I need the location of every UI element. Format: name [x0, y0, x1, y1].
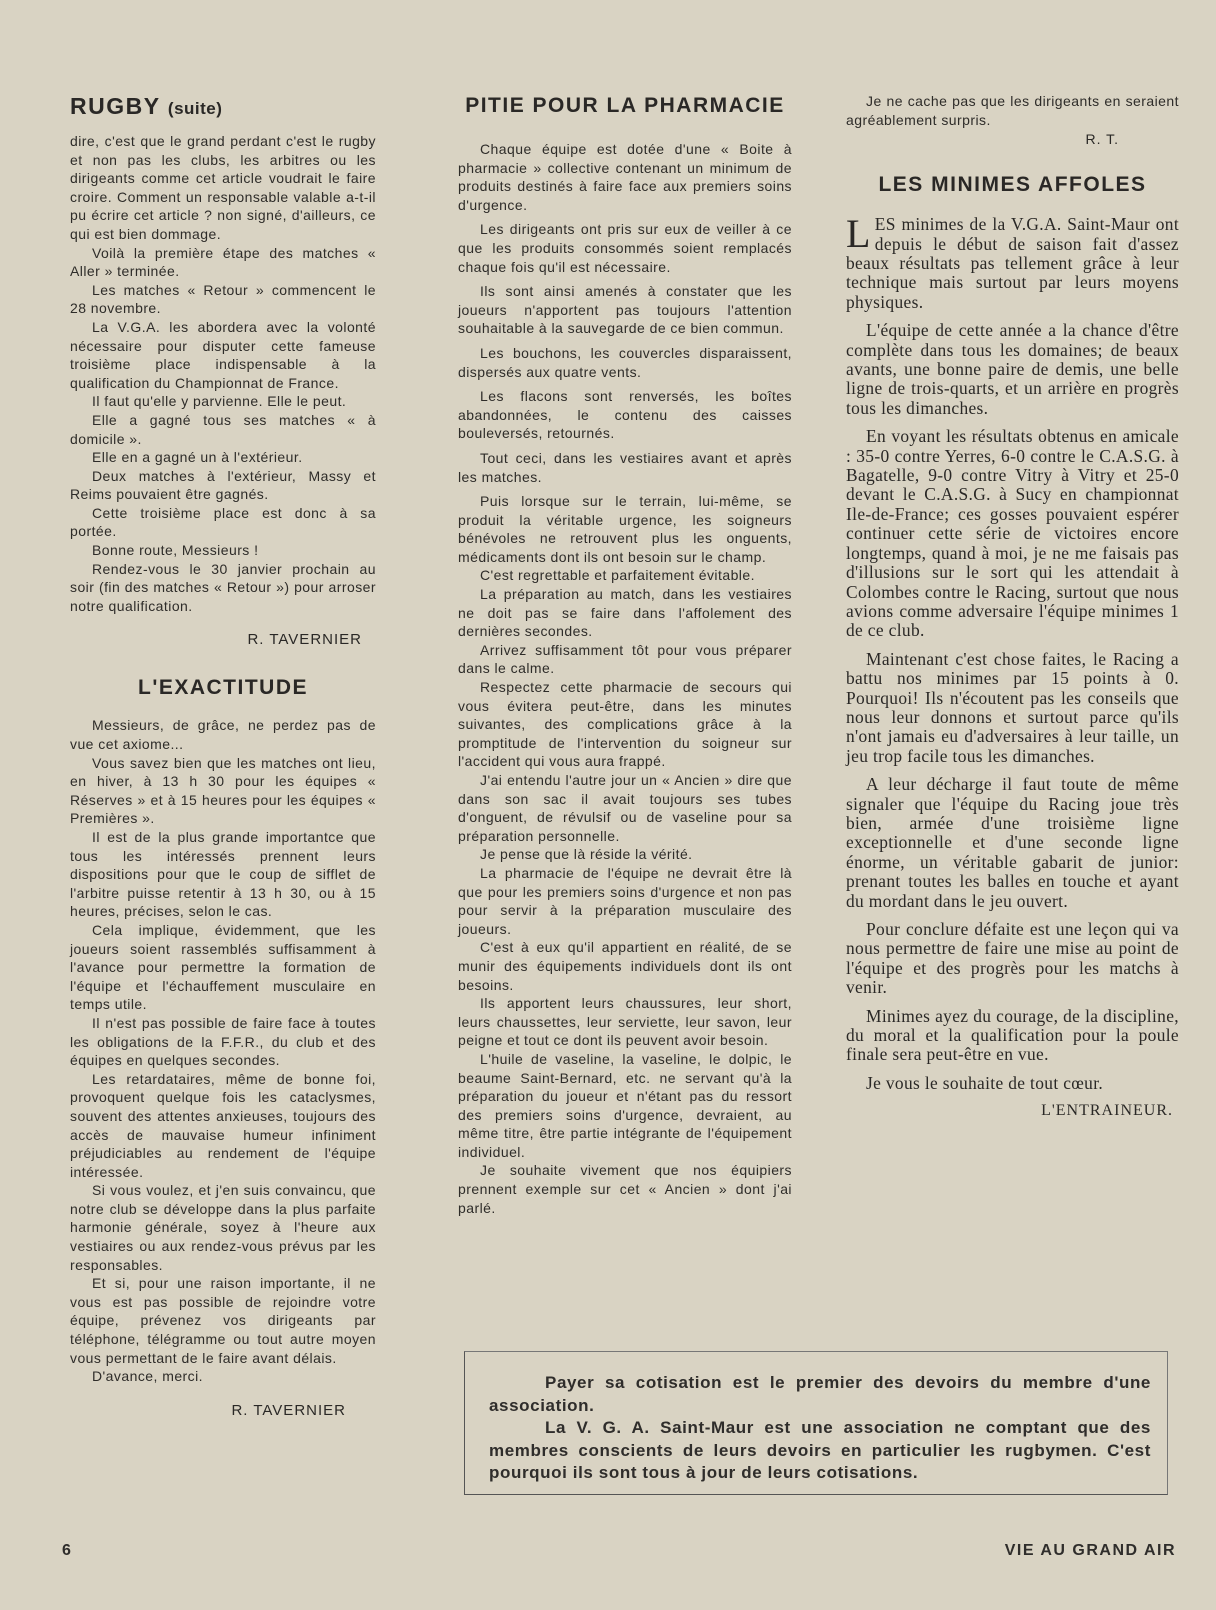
paragraph: Respectez cette pharmacie de secours qui vous évitera peut-être, dans les minutes suivantes, des complications grâce à la promptitude de l'intervention du soigneur sur l'accident qui vous aura frappé. — [458, 679, 792, 770]
paragraph: Maintenant c'est chose faites, le Racing a battu nos minimes par 15 points à 0. Pourquoi! Ils n'écoutent pas les conseils que nous leur donnons et surtout parce qu'ils n'ont jamais eu d'adversaires à leur taille, un jeu trop facile tous les dimanches. — [846, 648, 1179, 766]
minimes-body — [846, 211, 1179, 1093]
notice-line-1: Payer sa cotisation est le premier des devoirs du membre d'une association. — [489, 1373, 1151, 1415]
paragraph: Ils apportent leurs chaussures, leur short, leurs chaussettes, leur serviette, leur savon, leur peigne et tout ce dont ils peuvent avoir besoin. — [458, 995, 792, 1049]
paragraph-text: ES minimes de la V.G.A. Saint-Maur ont depuis le début de saison fait d'assez beaux résultats pas tellement grâce à leur technique mais surtout par leurs moyens physiques. — [846, 214, 1179, 312]
paragraph: Il est de la plus grande importantce que tous les intéressés prennent leurs dispositions pour que le coup de sifflet de l'arbitre puisse retentir à 13 h 30, ou à 15 heures, précises, selon le cas. — [70, 829, 376, 920]
paragraph: Il faut qu'elle y parvienne. Elle le peut. — [92, 393, 347, 410]
paragraph: Cela implique, évidemment, que les joueurs soient rassemblés suffisamment à l'avance pour permettre la formation de l'équipe et l'échauffement musculaire en temps utile. — [70, 921, 376, 1013]
pharmacie-title: PITIE POUR LA PHARMACIE — [465, 94, 785, 117]
exactitude-signature: R. TAVERNIER — [231, 1401, 346, 1419]
exactitude-title: L'EXACTITUDE — [138, 676, 308, 700]
cotisation-notice — [464, 1351, 1168, 1495]
magazine-name: VIE AU GRAND AIR — [1004, 1542, 1176, 1559]
paragraph: Bonne route, Messieurs ! — [92, 542, 259, 559]
paragraph: Si vous voulez, et j'en suis convaincu, que notre club se développe dans la plus parfaite harmonie générale, soyez à l'heure aux vestiaires ou aux rendez-vous prévus par les responsables. — [70, 1182, 376, 1273]
paragraph: Et si, pour une raison importante, il ne vous est pas possible de rejoindre votre équipe, prévenez vos dirigeants par téléphone, télégramme ou tout autre moyen vous permettant de le faire avant délais. — [70, 1275, 376, 1366]
paragraph: La préparation au match, dans les vestiaires ne doit pas se faire dans l'affolement des dernières secondes. — [458, 586, 792, 640]
paragraph: Pour conclure défaite est une leçon qui va nous permettre de faire une mise au point de l'équipe et des progrès pour les matchs à venir. — [846, 919, 1179, 998]
paragraph: Deux matches à l'extérieur, Massy et Reims pouvaient être gagnés. — [70, 467, 376, 503]
paragraph: En voyant les résultats obtenus en amicale : 35-0 contre Yerres, 6-0 contre le C.A.S.G. à Bagatelle, 9-0 contre Vitry à Vitry et 25-0 devant le C.A.S.G. à Sucy en championnat Ile-de-France; ces gosses pouvaient espérer continuer cette série de victoires encore longtemps, quand à moi, je ne me faisais pas d'illusions sur le sort qui les attendait à Colombes contre le Racing, surtout que nous avions comme adversaire l'équipe minimes 1 de ce club. — [846, 426, 1179, 641]
paragraph: Tout ceci, dans les vestiaires avant et après les matches. — [458, 449, 792, 485]
paragraph: Arrivez suffisamment tôt pour vous préparer dans le calme. — [458, 641, 792, 677]
paragraph: Messieurs, de grâce, ne perdez pas de vue cet axiome... — [70, 717, 376, 753]
paragraph: Les dirigeants ont pris sur eux de veiller à ce que les produits consommés soient remplacés chaque fois qu'il est nécessaire. — [458, 221, 792, 275]
rugby-title-text: RUGBY — [70, 93, 161, 119]
paragraph: Ils sont ainsi amenés à constater que les joueurs n'apportent pas toujours l'attention souhaitable à la sauvegarde de ce bien commun. — [458, 283, 792, 337]
paragraph: C'est regrettable et parfaitement évitable. — [480, 567, 755, 584]
paragraph: Elle a gagné tous ses matches « à domicile ». — [70, 411, 376, 447]
paragraph: Les bouchons, les couvercles disparaissent, dispersés aux quatre vents. — [458, 344, 792, 380]
paragraph: La V.G.A. les abordera avec la volonté nécessaire pour disputer cette fameuse troisième place indispensable à la qualification du Championnat de France. — [70, 318, 376, 391]
paragraph: Je vous le souhaite de tout cœur. — [866, 1072, 1104, 1093]
paragraph: Les matches « Retour » commencent le 28 novembre. — [70, 281, 376, 317]
page-number: 6 — [62, 1542, 73, 1559]
paragraph — [846, 211, 1179, 312]
paragraph: Rendez-vous le 30 janvier prochain au soir (fin des matches « Retour ») pour arroser notre qualification. — [70, 560, 376, 614]
minimes-signature: L'ENTRAINEUR. — [1041, 1102, 1173, 1120]
paragraph: Chaque équipe est dotée d'une « Boite à pharmacie » collective contenant un minimum de produits destinés à faire face aux premiers soins d'urgence. — [458, 141, 792, 213]
paragraph: Les retardataires, même de bonne foi, provoquent quelque fois les cataclysmes, souvent des attentes anxieuses, toujours des accès de mauvaise humeur infiniment préjudiciables au rendement de l'équipe intéressée. — [70, 1070, 376, 1180]
paragraph: Vous savez bien que les matches ont lieu, en hiver, à 13 h 30 pour les équipes « Réserves » et à 15 heures pour les équipes « Premières ». — [70, 754, 376, 827]
paragraph: Puis lorsque sur le terrain, lui-même, se produit la véritable urgence, les soigneurs bénévoles ne retrouvent plus les onguents, médicaments dont ils ont besoin sur le champ. — [458, 493, 792, 565]
rugby-title — [70, 93, 376, 120]
paragraph: L'équipe de cette année a la chance d'être complète dans tous les domaines; de beaux avants, une bonne paire de demis, une belle ligne de trois-quarts, et un arrière en progrès tous les dimanches. — [846, 320, 1179, 418]
column-right — [846, 92, 1179, 1120]
paragraph: La pharmacie de l'équipe ne devrait être là que pour les premiers soins d'urgence et non pas pour servir à la préparation musculaire des joueurs. — [458, 864, 792, 937]
exactitude-body — [70, 716, 376, 1385]
pharmacie-body — [458, 140, 792, 1217]
rugby-signature: R. TAVERNIER — [247, 631, 362, 649]
paragraph: Elle en a gagné un à l'extérieur. — [92, 449, 303, 466]
paragraph: A leur décharge il faut toute de même signaler que l'équipe du Racing joue très bien, armée d'une troisième ligne exceptionnelle et d'une seconde ligne énorme, un véritable gabarit de junior: prenant toutes les balles en touche et ayant du mordant dans le jeu ouvert. — [846, 774, 1179, 911]
paragraph: Je souhaite vivement que nos équipiers prennent exemple sur cet « Ancien » dont j'ai parlé. — [458, 1162, 792, 1216]
paragraph: Je pense que là réside la vérité. — [480, 846, 693, 863]
rugby-body — [70, 132, 376, 615]
paragraph: Minimes ayez du courage, de la discipline, du moral et la qualification pour la poule finale sera peut-être en vue. — [846, 1005, 1179, 1065]
paragraph: Il n'est pas possible de faire face à toutes les obligations de la F.F.R., du club et des équipes en quelques secondes. — [70, 1014, 376, 1069]
column-middle — [458, 86, 792, 1217]
notice-line-2: La V. G. A. Saint-Maur est une association ne comptant que des membres conscients de leurs devoirs en particulier les rugbymen. C'est pourquoi ils sont tous à jour de leurs cotisations. — [489, 1418, 1151, 1482]
column-left — [70, 86, 376, 1419]
pharmacie-closing: Je ne cache pas que les dirigeants en seraient agréablement surpris. — [846, 93, 1179, 128]
minimes-title: LES MINIMES AFFOLES — [878, 173, 1147, 197]
paragraph: D'avance, merci. — [92, 1368, 204, 1385]
pharmacie-signature: R. T. — [1085, 131, 1119, 148]
paragraph: C'est à eux qu'il appartient en réalité, de se munir des équipements individuels dont ils ont besoins. — [458, 939, 792, 993]
rugby-suite: (suite) — [167, 99, 223, 118]
paragraph: dire, c'est que le grand perdant c'est le rugby et non pas les clubs, les arbitres ou les dirigeants comme cet article voudrait le faire croire. Comment un responsable valable a-t-il pu écrire cet article ? non signé, d'ailleurs, ce qui est bien dommage. — [70, 133, 376, 242]
paragraph: Les flacons sont renversés, les boîtes abandonnées, le contenu des caisses bouleversés, retournés. — [458, 388, 792, 442]
dropcap: L — [846, 211, 871, 257]
paragraph: Voilà la première étape des matches « Aller » terminée. — [70, 244, 376, 280]
paragraph: L'huile de vaseline, la vaseline, le dolpic, le beaume Saint-Bernard, etc. ne servant qu'à la préparation du joueur et n'étant pas du ressort des premiers soins d'urgence, devraient, au même titre, être partie intégrante de l'équipement individuel. — [458, 1050, 792, 1160]
paragraph: J'ai entendu l'autre jour un « Ancien » dire que dans son sac il avait toujours ses tubes d'onguent, de révulsif ou de vaseline pour sa préparation personnelle. — [458, 772, 792, 844]
paragraph: Cette troisième place est donc à sa portée. — [70, 504, 376, 540]
